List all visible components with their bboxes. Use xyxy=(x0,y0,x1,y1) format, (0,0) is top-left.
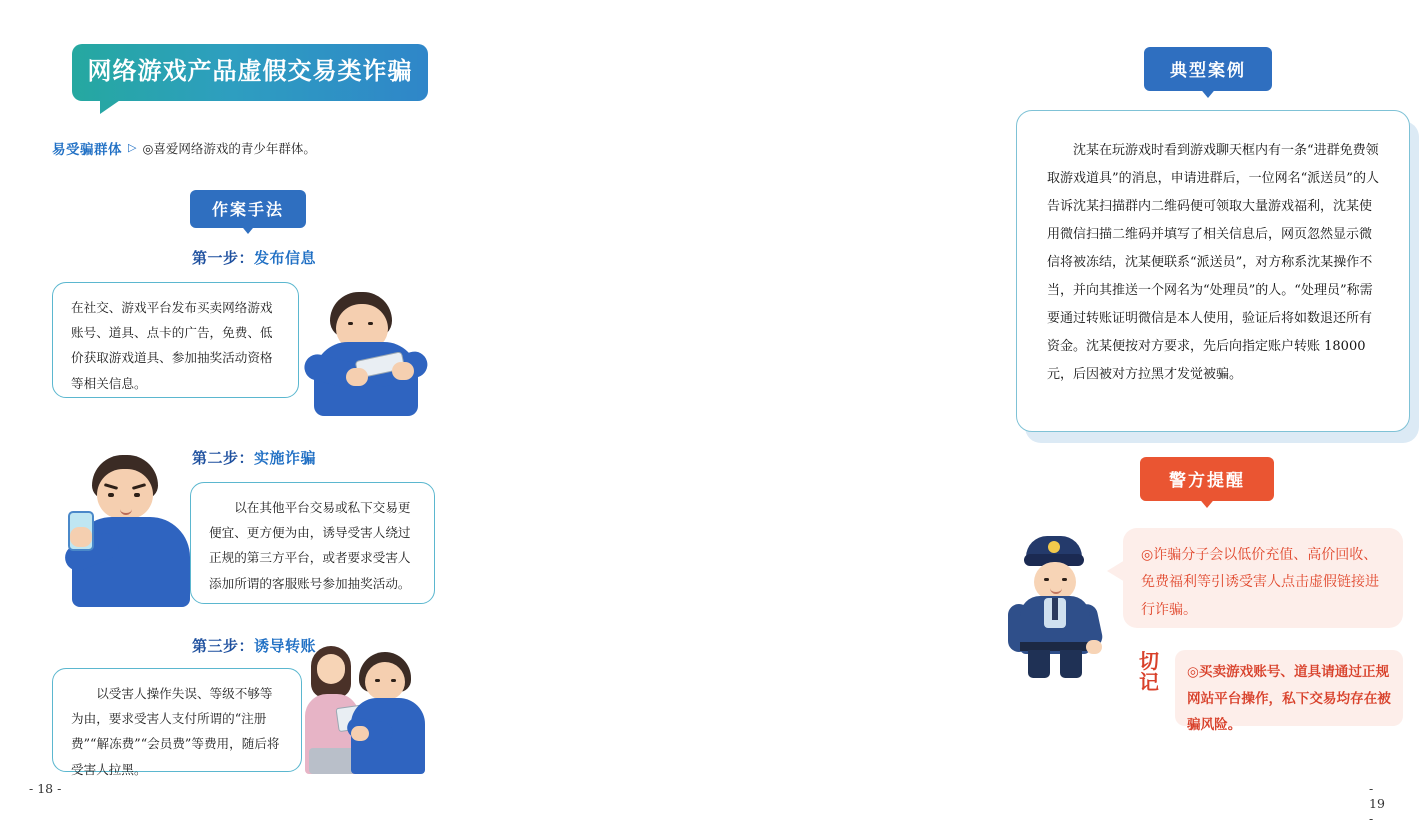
tie-shape xyxy=(1052,598,1058,620)
warning-bubble xyxy=(1123,528,1403,628)
illustration-two-people xyxy=(303,638,437,774)
face-shape xyxy=(1034,562,1076,600)
hand-shape xyxy=(70,527,92,547)
step-1-heading xyxy=(192,247,316,268)
case-heading-tail xyxy=(1198,86,1218,98)
method-heading-tail xyxy=(239,223,257,234)
triangle-marker-icon: ▷ xyxy=(128,141,137,154)
eye-left-shape xyxy=(108,493,114,497)
leg-right-shape xyxy=(1060,650,1082,678)
cap-badge-icon xyxy=(1048,541,1060,553)
victim-group-text: ◎喜爱网络游戏的青少年群体。 xyxy=(142,141,316,156)
remember-body: ◎买卖游戏账号、道具请通过正规网站平台操作，私下交易均存在被骗风险。 xyxy=(1187,664,1391,733)
eye-left-shape xyxy=(1044,578,1049,581)
hand-left-shape xyxy=(346,368,368,386)
hand-right-shape xyxy=(392,362,414,380)
right-page xyxy=(485,0,1391,828)
case-heading: 典型案例 xyxy=(1144,47,1272,91)
step-3-key: 第三步： xyxy=(192,637,255,655)
remember-box xyxy=(1175,650,1403,733)
left-page xyxy=(0,0,485,828)
step-3-body: 以受害人操作失误、等级不够等为由，要求受害人支付所谓的“注册费”“解冻费”“会员费”等费用，随后将受害人拉黑。 xyxy=(71,686,280,777)
case-body: 沈某在玩游戏时看到游戏聊天框内有一条“进群免费领取游戏道具”的消息，申请进群后，一位网名“派送员”的人告诉沈某扫描群内二维码便可领取大量游戏福利，沈某使用微信扫描二维码并填写了相关信息后，网页忽然显示微信将被冻结，沈某便联系“派送员”，对方称系沈某操作不当，并向其推送一个网名为“处理员”的人。“处理员”称需要通过转账证明微信是本人使用，验证后将如数退还所有资金。沈某便按对方要求，先后向指定账户转账 18000 元，后因被对方拉黑才发觉被骗。 xyxy=(1047,143,1379,382)
victim-group-row xyxy=(52,138,316,158)
step-3-value: 诱导转账 xyxy=(254,637,317,655)
warning-body: ◎诈骗分子会以低价充值、高价回收、免费福利等引诱受害人点击虚假链接进行诈骗。 xyxy=(1141,547,1379,618)
eye-left-shape xyxy=(348,322,353,325)
man-hand-shape xyxy=(351,726,369,741)
illustration-boy-with-phone xyxy=(296,292,438,417)
hand-right-shape xyxy=(1086,640,1102,654)
case-box xyxy=(1016,110,1410,432)
illustration-policeman xyxy=(1004,530,1114,680)
step-1-body: 在社交、游戏平台发布买卖网络游戏账号、道具、点卡的广告，免费、低价获取游戏道具、参加抽奖活动资格等相关信息。 xyxy=(71,300,273,391)
method-heading: 作案手法 xyxy=(190,190,306,228)
step-1-value: 发布信息 xyxy=(254,249,317,267)
police-warning-heading: 警方提醒 xyxy=(1140,457,1274,501)
eye-right-shape xyxy=(1062,578,1067,581)
step-2-value: 实施诈骗 xyxy=(254,449,317,467)
page-title: 网络游戏产品虚假交易类诈骗 xyxy=(87,56,413,85)
step-2-key: 第二步： xyxy=(192,449,255,467)
police-warning-heading-tail xyxy=(1197,496,1217,508)
victim-group-label: 易受骗群体 xyxy=(52,142,122,158)
illustration-angry-boy-with-phone xyxy=(64,455,200,607)
page-number-right: - 19 - xyxy=(1369,781,1385,826)
title-banner xyxy=(72,44,428,101)
step-3-box xyxy=(52,668,302,777)
step-2-heading xyxy=(192,447,316,468)
woman-pants-shape xyxy=(309,748,355,774)
woman-face-shape xyxy=(317,654,345,684)
man-eye-left-shape xyxy=(375,679,380,682)
eye-right-shape xyxy=(134,493,140,497)
man-eye-right-shape xyxy=(391,679,396,682)
page-number-left: - 18 - xyxy=(29,781,62,796)
remember-mark: 切记 xyxy=(1139,649,1159,694)
man-face-shape xyxy=(365,662,405,700)
step-1-box xyxy=(52,282,299,398)
leg-left-shape xyxy=(1028,650,1050,678)
step-2-body: 以在其他平台交易或私下交易更便宜、更方便为由，诱导受害人绕过正规的第三方平台，或者要求受害人添加所谓的客服账号参加抽奖活动。 xyxy=(209,500,411,591)
step-2-box xyxy=(190,482,435,604)
eye-right-shape xyxy=(368,322,373,325)
step-1-key: 第一步： xyxy=(192,249,255,267)
step-3-heading xyxy=(192,635,316,656)
